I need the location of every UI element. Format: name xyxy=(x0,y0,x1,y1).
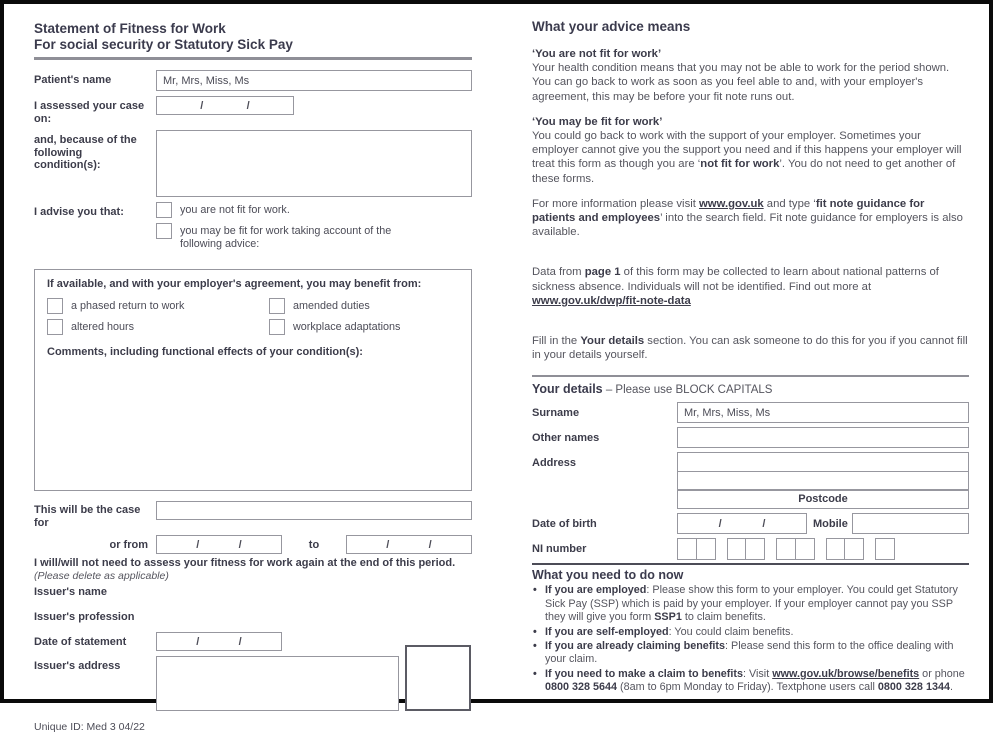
title-divider xyxy=(34,57,472,60)
phased-return-checkbox[interactable] xyxy=(47,298,63,314)
browse-benefits-link[interactable]: www.gov.uk/browse/benefits xyxy=(772,667,920,680)
workplace-adaptations-option xyxy=(269,319,461,335)
issuer-address-row xyxy=(34,656,472,711)
ni-number-row xyxy=(532,538,969,560)
text-segment: Fill in the xyxy=(532,335,581,348)
text-segment: SSP1 xyxy=(654,611,682,624)
text-segment: and type ‘ xyxy=(763,197,816,210)
issuer-address-input[interactable] xyxy=(156,656,399,711)
assessed-date-input[interactable] xyxy=(156,96,294,115)
ni-cell-group xyxy=(875,538,895,560)
form-title-line2: For social security or Statutory Sick Pay xyxy=(34,37,293,52)
other-names-input[interactable] xyxy=(677,427,969,448)
text-segment: : Please send this form to the office dealing with your claim. xyxy=(545,640,954,666)
text-segment: Data from xyxy=(532,266,585,279)
altered-hours-label: altered hours xyxy=(71,321,135,333)
assessed-date-row xyxy=(34,96,472,125)
address-line2-input[interactable] xyxy=(677,471,969,491)
ni-cell-group xyxy=(677,538,716,560)
slash-glyph: / xyxy=(428,538,432,551)
postcode-label: Postcode xyxy=(798,493,848,506)
what-now-divider xyxy=(532,563,969,565)
from-to-row xyxy=(34,535,472,554)
assessed-date-label: I assessed your case on: xyxy=(34,100,145,125)
not-fit-paragraph xyxy=(532,61,969,104)
text-segment: If you are self-employed xyxy=(545,625,669,638)
guidance-column xyxy=(532,19,969,696)
ni-cell[interactable] xyxy=(776,538,796,560)
slash-glyph: / xyxy=(196,635,200,648)
data-collection-paragraph xyxy=(532,265,969,308)
text-segment: If you need to make a claim to benefits xyxy=(545,667,743,680)
address-line1-input[interactable] xyxy=(677,452,969,472)
text-segment: If you are employed xyxy=(545,584,647,597)
benefit-header: If available, and with your employer's agreement, you may benefit from: xyxy=(47,278,422,290)
comments-input-area[interactable] xyxy=(47,358,461,478)
may-be-fit-paragraph xyxy=(532,129,969,186)
text-segment: ’. You do not need to get another of these forms. xyxy=(532,158,956,185)
employer-agreement-box xyxy=(34,269,472,491)
mobile-label: Mobile xyxy=(813,518,848,531)
not-fit-checkbox[interactable] xyxy=(156,202,172,218)
to-label: to xyxy=(308,539,320,551)
text-segment: Your details xyxy=(580,335,645,348)
dob-label: Date of birth xyxy=(532,518,597,531)
bullet-glyph: • xyxy=(533,640,537,653)
may-be-fit-checkbox[interactable] xyxy=(156,223,172,239)
bullet-glyph: • xyxy=(533,625,537,638)
case-duration-row xyxy=(34,501,472,529)
text-segment: of this form may be collected to learn about national patterns of sickness absence. Individuals will not be identified. Find out more at xyxy=(532,266,939,293)
condition-row xyxy=(34,130,472,197)
ni-cell[interactable] xyxy=(844,538,864,560)
ni-cell-group xyxy=(826,538,865,560)
altered-hours-option xyxy=(47,319,269,335)
fit-note-data-link[interactable]: www.gov.uk/dwp/fit-note-data xyxy=(532,294,691,307)
issuer-name-label: Issuer's name xyxy=(34,586,107,598)
text-segment: : Please show this form to your employer. You could get Statutory Sick Pay (SSP) which is paid by your employer. If your employer cannot pay you SSP they will give you form xyxy=(545,584,958,624)
amended-duties-option xyxy=(269,298,461,314)
list-item-self-employed xyxy=(532,626,969,639)
comments-label: Comments, including functional effects of your condition(s): xyxy=(47,346,363,358)
list-item-make-claim xyxy=(532,668,969,695)
ni-cell-group xyxy=(727,538,766,560)
ni-cell-group xyxy=(776,538,815,560)
other-names-label: Other names xyxy=(532,432,600,445)
benefit-options-row2 xyxy=(47,319,461,340)
text-segment: page 1 xyxy=(584,266,621,279)
condition-input[interactable] xyxy=(156,130,472,197)
text-segment: For more information please visit xyxy=(532,197,700,210)
surname-label: Surname xyxy=(532,407,580,420)
patient-name-label: Patient's name xyxy=(34,74,112,86)
text-segment: (8am to 6pm Monday to Friday). Textphone users call xyxy=(617,681,878,694)
slash-glyph: / xyxy=(238,635,242,648)
may-be-fit-subheading: ‘You may be fit for work’ xyxy=(532,115,663,128)
more-information-paragraph xyxy=(532,197,969,240)
ni-cell[interactable] xyxy=(745,538,765,560)
issuer-profession-label: Issuer's profession xyxy=(34,611,135,623)
assess-again-note: (Please delete as applicable) xyxy=(34,570,169,582)
patient-name-input[interactable]: Mr, Mrs, Miss, Ms xyxy=(156,70,472,91)
ni-cell[interactable] xyxy=(795,538,815,560)
may-be-fit-option xyxy=(156,223,472,251)
or-from-label: or from xyxy=(109,539,148,551)
statement-column xyxy=(34,21,472,733)
text-segment: not fit for work xyxy=(700,158,780,171)
text-segment: Your health condition means that you may not be able to work for the period shown. You can go back to work as soon as you feel able to and, with your employer's agreement, this may be before your fit note runs out. xyxy=(532,62,950,103)
text-segment: 0800 328 5644 xyxy=(545,681,618,694)
bullet-glyph: • xyxy=(533,667,537,680)
ni-number-input[interactable] xyxy=(677,538,906,560)
slash-glyph: / xyxy=(762,517,766,530)
list-item-text xyxy=(545,668,965,693)
text-segment: to claim benefits. xyxy=(681,611,766,624)
text-segment: You could go back to work with the support of your employer. Sometimes your employer cannot give you the support you need and if this happens your employer will treat this form as though you are ‘ xyxy=(532,130,962,171)
text-segment: – Please use BLOCK CAPITALS xyxy=(602,384,773,397)
slash-glyph: / xyxy=(238,538,242,551)
other-names-row xyxy=(532,427,969,448)
text-segment: Your details xyxy=(532,382,603,397)
what-now-list xyxy=(532,584,969,694)
amended-duties-checkbox[interactable] xyxy=(269,298,285,314)
advise-label: I advise you that: xyxy=(34,206,124,218)
text-segment: If you are already claiming benefits xyxy=(545,640,726,653)
ni-cell[interactable] xyxy=(727,538,747,560)
date-of-statement-label: Date of statement xyxy=(34,636,127,648)
signature-box[interactable] xyxy=(405,645,471,711)
not-fit-subheading: ‘You are not fit for work’ xyxy=(532,48,662,60)
amended-duties-label: amended duties xyxy=(293,300,370,312)
not-fit-option xyxy=(156,202,472,218)
assess-again-statement: I will/will not need to assess your fitness for work again at the end of this period. xyxy=(34,557,456,569)
fill-in-details-paragraph xyxy=(532,334,969,362)
list-item-text xyxy=(545,584,958,623)
case-for-input[interactable] xyxy=(156,501,472,520)
postcode-input[interactable] xyxy=(677,489,969,509)
slash-glyph: / xyxy=(246,99,250,112)
not-fit-label: you are not fit for work. xyxy=(180,204,290,216)
case-for-label: This will be the case for xyxy=(34,504,141,529)
list-item-employed xyxy=(532,584,969,624)
ni-number-label: NI number xyxy=(532,543,587,556)
text-segment: fit note guidance for patients and employees xyxy=(532,197,925,225)
ni-cell[interactable] xyxy=(826,538,846,560)
form-title-line1: Statement of Fitness for Work xyxy=(34,21,226,36)
text-segment: or phone xyxy=(919,667,965,680)
slash-glyph: / xyxy=(200,99,204,112)
bullet-glyph: • xyxy=(533,584,537,597)
dob-input[interactable] xyxy=(677,513,807,534)
list-item-text xyxy=(545,640,953,665)
ni-cell[interactable] xyxy=(677,538,697,560)
surname-input[interactable]: Mr, Mrs, Miss, Ms xyxy=(677,402,969,423)
unique-id-text: Unique ID: Med 3 04/22 xyxy=(34,721,145,733)
from-date-input[interactable] xyxy=(156,535,282,554)
workplace-adaptations-label: workplace adaptations xyxy=(293,321,401,333)
altered-hours-checkbox[interactable] xyxy=(47,319,63,335)
mobile-input[interactable] xyxy=(852,513,969,534)
may-be-fit-label: you may be fit for work taking account of the following advice: xyxy=(180,225,392,250)
list-item-text xyxy=(545,626,793,638)
text-segment: : Visit xyxy=(743,667,773,680)
what-now-heading: What you need to do now xyxy=(532,568,684,583)
advice-means-heading: What your advice means xyxy=(532,19,691,34)
advise-row xyxy=(34,202,472,256)
your-details-heading xyxy=(532,377,969,402)
workplace-adaptations-checkbox[interactable] xyxy=(269,319,285,335)
date-of-statement-input[interactable] xyxy=(156,632,282,651)
to-date-input[interactable] xyxy=(346,535,472,554)
govuk-link[interactable]: www.gov.uk xyxy=(699,197,764,210)
text-segment: 0800 328 1344 xyxy=(877,681,950,694)
dob-mobile-row xyxy=(532,513,969,534)
issuer-address-label: Issuer's address xyxy=(34,660,121,672)
phased-return-option xyxy=(47,298,269,314)
slash-glyph: / xyxy=(718,517,722,530)
ni-cell[interactable] xyxy=(875,538,895,560)
slash-glyph: / xyxy=(196,538,200,551)
surname-row xyxy=(532,402,969,423)
patient-name-row xyxy=(34,70,472,91)
slash-glyph: / xyxy=(386,538,390,551)
text-segment: ’ into the search field. Fit note guidance for employers is also available. xyxy=(532,212,963,239)
benefit-options-row1 xyxy=(47,298,461,319)
ni-cell[interactable] xyxy=(696,538,716,560)
address-label: Address xyxy=(532,457,577,470)
text-segment: section. You can ask someone to do this for you if you cannot fill in your details yourself. xyxy=(532,335,968,362)
list-item-claiming-benefits xyxy=(532,640,969,667)
phased-return-label: a phased return to work xyxy=(71,300,185,312)
text-segment: : You could claim benefits. xyxy=(668,625,794,638)
text-segment: . xyxy=(949,681,953,694)
address-row xyxy=(532,452,969,509)
condition-label: and, because of the following condition(s): xyxy=(34,134,137,171)
